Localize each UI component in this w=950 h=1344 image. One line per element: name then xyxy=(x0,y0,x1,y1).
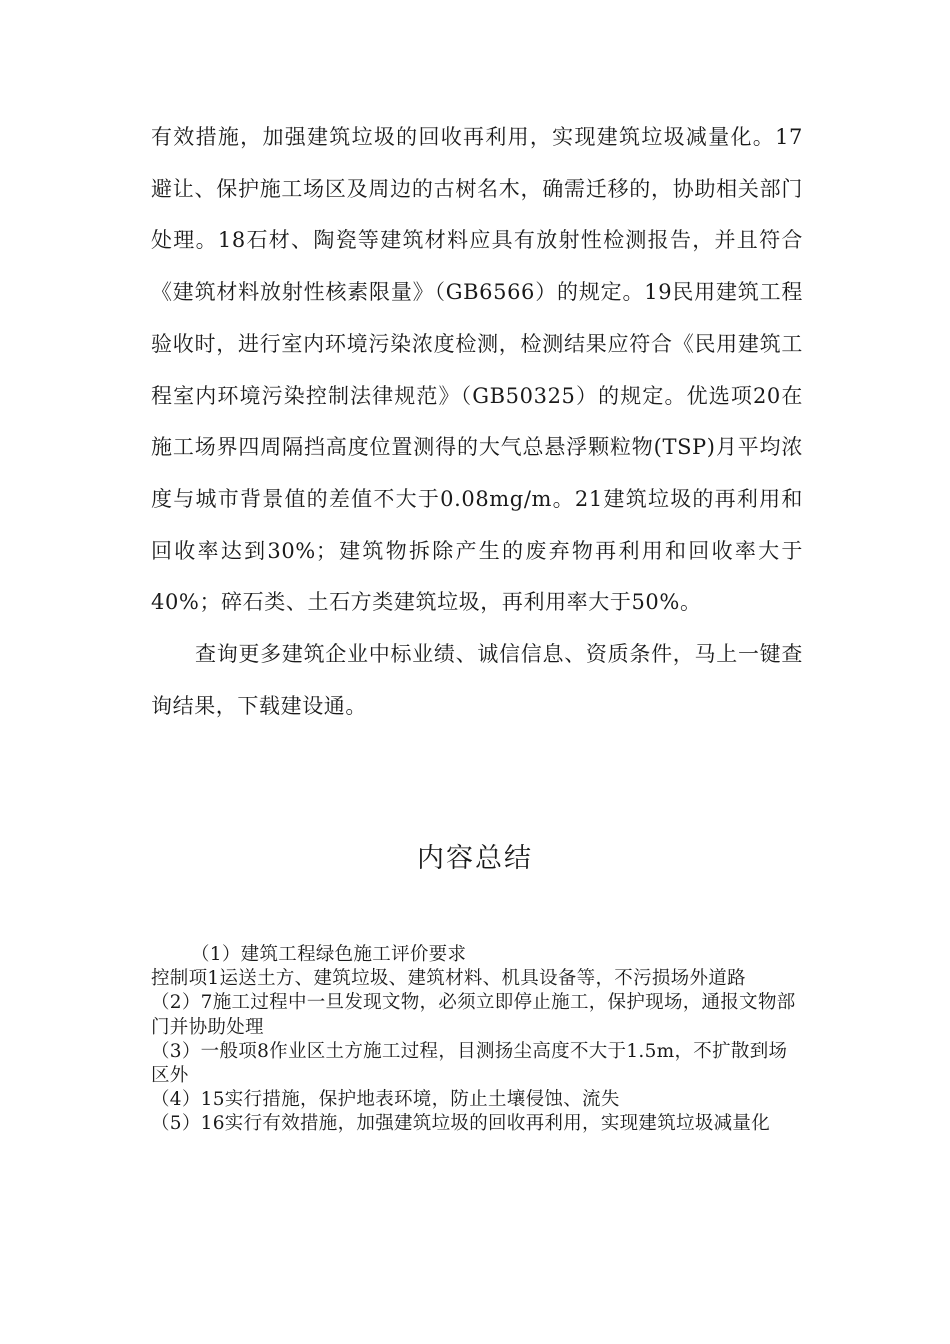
summary-item: （3）一般项8作业区土方施工过程，目测扬尘高度不大于1.5m，不扩散到场区外 xyxy=(151,1040,788,1087)
summary-item: 控制项1运送土方、建筑垃圾、建筑材料、机具设备等，不污损场外道路 xyxy=(151,968,746,990)
body-text xyxy=(151,112,803,732)
body-paragraph-promo: 查询更多建筑企业中标业绩、诚信信息、资质条件，马上一键查询结果，下载建设通。 xyxy=(151,642,803,718)
summary-item: （4）15实行措施，保护地表环境，防止土壤侵蚀、流失 xyxy=(151,1089,620,1111)
summary-item: （2）7施工过程中一旦发现文物，必须立即停止施工，保护现场，通报文物部门并协助处理 xyxy=(151,992,796,1038)
summary-section xyxy=(151,943,803,1137)
summary-item: （1）建筑工程绿色施工评价要求 xyxy=(191,944,467,965)
summary-title: 内容总结 xyxy=(417,843,533,874)
body-paragraph: 有效措施，加强建筑垃圾的回收再利用，实现建筑垃圾减量化。17避让、保护施工场区及周边的古树名木，确需迁移的，协助相关部门处理。18石材、陶瓷等建筑材料应具有放射性检测报告，并且符合《建筑材料放射性核素限量》（GB6566）的规定。19民用建筑工程验收时，进行室内环境污染浓度检测，检测结果应符合《民用建筑工程室内环境污染控制法律规范》（GB50325）的规定。优选项20在施工场界四周隔挡高度位置测得的大气总悬浮颗粒物(TSP)月平均浓度与城市背景值的差值不大于0.08mg/m。21建筑垃圾的再利用和回收率达到30%；建筑物拆除产生的废弃物再利用和回收率大于40%；碎石类、土石方类建筑垃圾，再利用率大于50%。 xyxy=(151,125,803,615)
summary-item: （5）16实行有效措施，加强建筑垃圾的回收再利用，实现建筑垃圾减量化 xyxy=(151,1113,771,1135)
